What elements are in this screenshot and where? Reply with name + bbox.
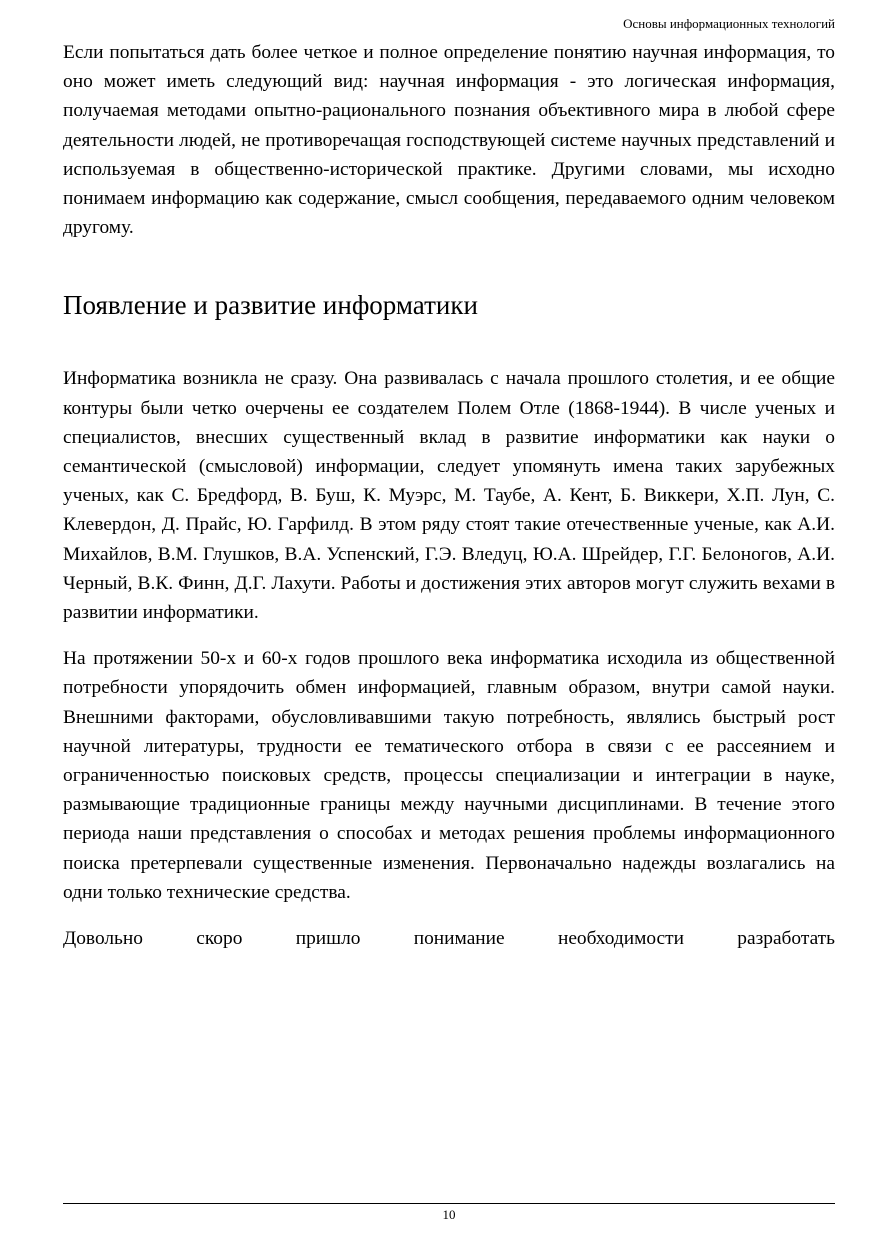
paragraph-50s-60s-development: На протяжении 50-х и 60-х годов прошлого века информатика исходила из общественной потребности упорядочить обмен информацией, главным образом, внутри самой науки. Внешними факторами, обусловливавшими такую потребность, являлись быстрый рост научной литературы, трудности ее тематического отбора в связи с ее рассеянием и ограниченностью поисковых средств, процессы специализации и интеграции в науке, размывающие традиционные границы между научными дисциплинами. В течение этого периода наши представления о способах и методах решения проблемы информационного поиска претерпевали существенные изменения. Первоначально надежды возлагались на одни только технические средства. xyxy=(63,648,835,903)
paragraph-scientific-information-definition: Если попытаться дать более четкое и полное определение понятию научная информация, то оно может иметь следующий вид: научная информация - это логическая информация, получаемая методами опытно-рационального познания объективного мира в любой сфере деятельности людей, не противоречащая господствующей системе научных представлений и используемая в общественно-исторической практике. Другими словами, мы исходно понимаем информацию как содержание, смысл сообщения, передаваемого одним человеком другому. xyxy=(63,42,835,239)
section-title: Появление и развитие информатики xyxy=(63,290,478,321)
paragraph-informatics-origins: Информатика возникла не сразу. Она развивалась с начала прошлого столетия, и ее общие контуры были четко очерчены ее создателем Полем Отле (1868-1944). В числе ученых и специалистов, внесших существенный вклад в развитие информатики как науки о семантической (смысловой) информации, следует упомянуть имена таких зарубежных ученых, как С. Бредфорд, В. Буш, К. Муэрс, М. Таубе, А. Кент, Б. Виккери, Х.П. Лун, С. Клевердон, Д. Прайс, Ю. Гарфилд. В этом ряду стоят такие отечественные ученые, как А.И. Михайлов, В.М. Глушков, В.А. Успенский, Г.Э. Вледуц, Ю.А. Шрейдер, Г.Г. Белоногов, А.И. Черный, В.К. Финн, Д.Г. Лахути. Работы и достижения этих авторов могут служить вехами в развитии информатики. xyxy=(63,368,835,624)
page-content xyxy=(63,38,835,953)
page-number: 10 xyxy=(442,1207,456,1222)
footer-divider xyxy=(63,1203,835,1204)
running-header: Основы информационных технологий xyxy=(623,16,835,31)
paragraph-continuation: Довольно скоро пришло понимание необходимости разработать xyxy=(63,928,835,950)
